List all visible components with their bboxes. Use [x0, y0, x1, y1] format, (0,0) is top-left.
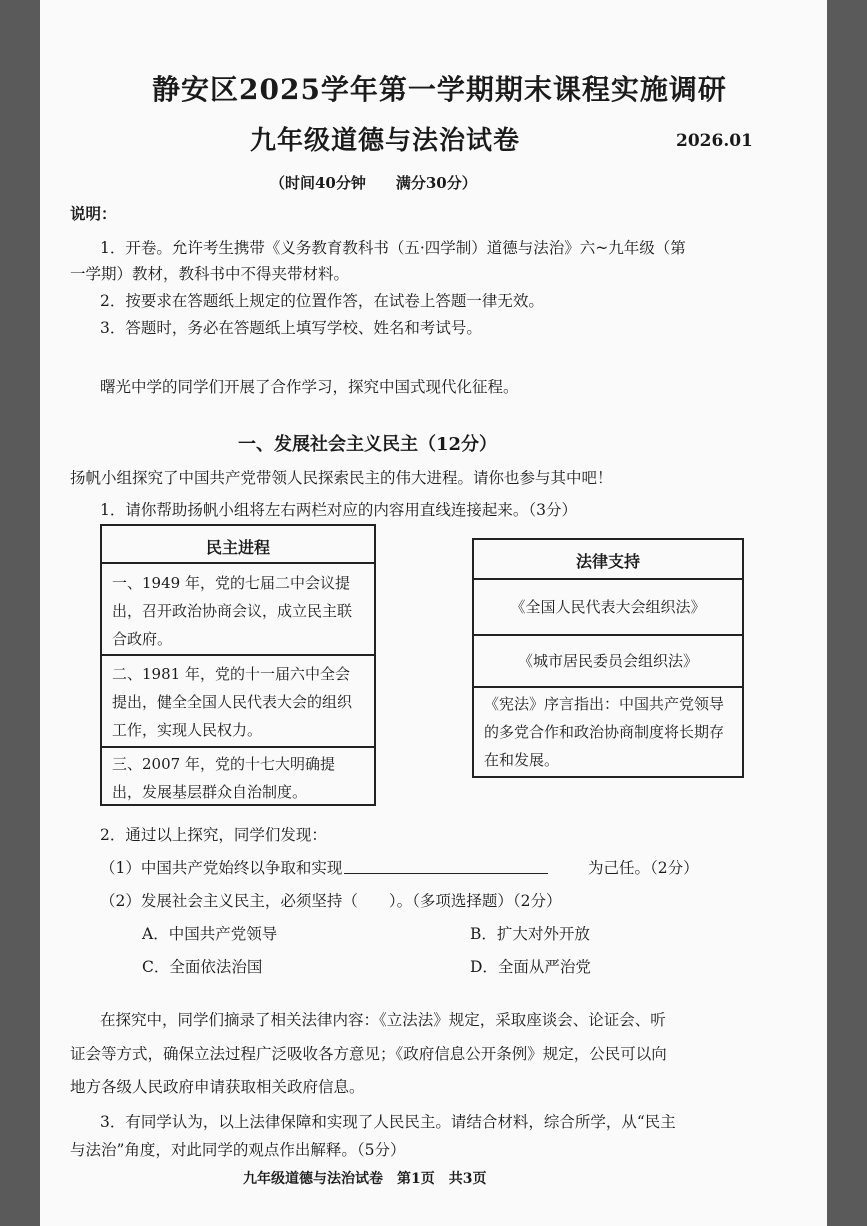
question-3: 3．有同学认为，以上法律保障和实现了人民民主。请结合材料，综合所学，从“民主 [100, 1113, 676, 1131]
question-2-1-prefix: （1）中国共产党始终以争取和实现 [100, 859, 343, 877]
exam-title: 静安区2025学年第一学期期末课程实施调研 [152, 73, 727, 106]
question-2: 2．通过以上探究，同学们发现： [100, 826, 327, 844]
right-table-row [474, 634, 742, 686]
page-footer: 九年级道德与法治试卷 第1页 共3页 [243, 1171, 487, 1187]
question-3-cont: 与法治”角度，对此同学的观点作出解释。（5分） [70, 1141, 406, 1159]
right-table-header: 法律支持 [575, 552, 640, 571]
left-table-row [102, 746, 374, 804]
left-row-1: 一、1949 年，党的七届二中会议提出，召开政治协商会议，成立民主联合政府。 [112, 574, 353, 648]
instruction-item-3: 3．答题时，务必在答题纸上填写学校、姓名和考试号。 [100, 319, 482, 337]
material-line-1: 在探究中，同学们摘录了相关法律内容：《立法法》规定，采取座谈会、论证会、听 [100, 1011, 666, 1029]
question-2-2: （2）发展社会主义民主，必须坚持（ ）。（多项选择题）（2分） [100, 892, 562, 910]
left-table-row [102, 562, 374, 654]
option-b: B．扩大对外开放 [470, 925, 590, 943]
right-table [472, 538, 744, 778]
instruction-item-2: 2．按要求在答题纸上规定的位置作答，在试卷上答题一律无效。 [100, 292, 544, 310]
answer-blank[interactable] [344, 873, 548, 874]
instruction-item-1: 1．开卷。允许考生携带《义务教育教科书（五·四学制）道德与法治》六~九年级（第 [100, 239, 686, 257]
time-info: （时间40分钟 满分30分） [270, 174, 477, 192]
right-row-3: 《宪法》序言指出：中国共产党领导的多党合作和政治协商制度将长期存在和发展。 [484, 695, 725, 769]
question-2-1-suffix: 为己任。（2分） [588, 859, 699, 877]
question-1: 1．请你帮助扬帆小组将左右两栏对应的内容用直线连接起来。（3分） [100, 501, 577, 519]
right-table-row [474, 578, 742, 634]
left-row-2: 二、1981 年，党的十一届六中全会提出，健全全国人民代表大会的组织工作，实现人民权力。 [112, 665, 353, 739]
instructions-heading: 说明： [70, 204, 117, 223]
exam-subtitle: 九年级道德与法治试卷 [250, 126, 521, 156]
right-table-row [474, 686, 742, 776]
section-title: 一、发展社会主义民主（12分） [238, 434, 498, 455]
left-table-row [102, 654, 374, 746]
material-line-2: 证会等方式，确保立法过程广泛吸收各方意见；《政府信息公开条例》规定，公民可以向 [70, 1045, 667, 1063]
option-a: A．中国共产党领导 [142, 925, 278, 943]
intro-text: 曙光中学的同学们开展了合作学习，探究中国式现代化征程。 [100, 378, 519, 396]
right-row-1: 《全国人民代表大会组织法》 [510, 598, 706, 616]
option-c: C．全面依法治国 [142, 958, 263, 976]
left-row-3: 三、2007 年，党的十七大明确提出，发展基层群众自治制度。 [112, 755, 335, 801]
left-table [100, 524, 376, 806]
right-row-2: 《城市居民委员会组织法》 [517, 652, 698, 670]
option-d: D．全面从严治党 [470, 958, 591, 976]
left-table-header: 民主进程 [205, 538, 270, 557]
exam-date: 2026.01 [676, 131, 753, 151]
section-intro: 扬帆小组探究了中国共产党带领人民探索民主的伟大进程。请你也参与其中吧！ [70, 469, 613, 487]
material-line-3: 地方各级人民政府申请获取相关政府信息。 [70, 1078, 365, 1096]
instruction-item-1-cont: 一学期）教材，教科书中不得夹带材料。 [70, 265, 350, 283]
